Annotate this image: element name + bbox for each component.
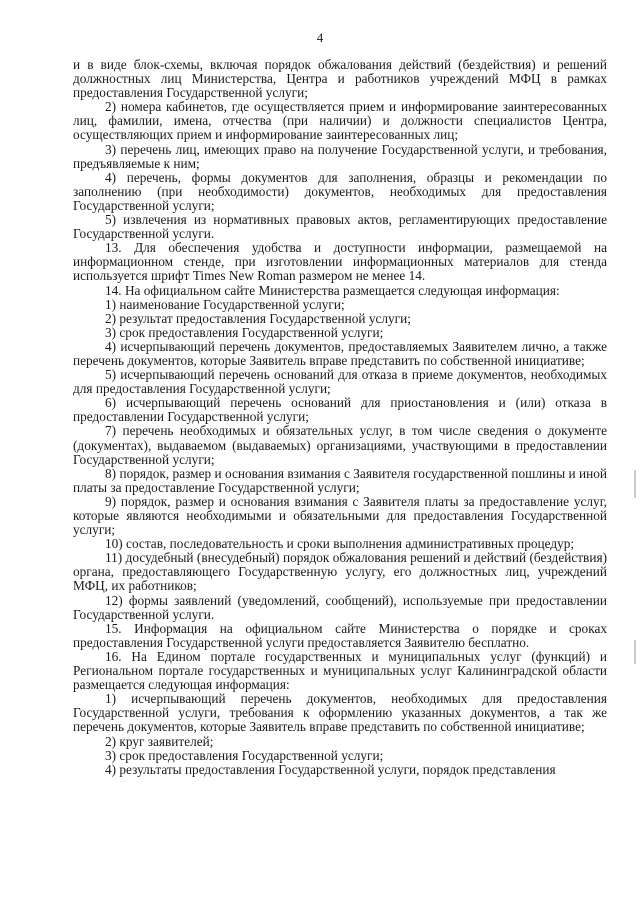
clause-14-item-1: 1) наименование Государственной услуги;: [105, 296, 345, 312]
list-item-2: 2) номера кабинетов, где осуществляется прием и информирование заинтересованных лиц, фамилии, имена, отчества (при наличии) и должности специалистов Центра, осуществляющих прием и информирование заинтересованных лиц;: [73, 99, 607, 143]
clause-14-item-12: 12) формы заявлений (уведомлений, сообщений), используемые при предоставлении Государственной услуги.: [73, 592, 607, 622]
paragraph-continuation: и в виде блок-схемы, включая порядок обжалования действий (бездействия) и решений должностных лиц Министерства, Центра и работников учреждений МФЦ в рамках предоставления Государственной услуги;: [73, 57, 607, 101]
clause-14-item-5: 5) исчерпывающий перечень оснований для отказа в приеме документов, необходимых для предоставления Государственной услуги;: [73, 367, 607, 397]
clause-13: 13. Для обеспечения удобства и доступности информации, размещаемой на информационном стенде, при изготовлении информационных материалов для стенда используется шрифт Times New Roman размером не менее 14.: [73, 240, 607, 284]
clause-14: 14. На официальном сайте Министерства размещается следующая информация:: [105, 282, 560, 298]
clause-16-item-4: 4) результаты предоставления Государственной услуги, порядок представления: [105, 761, 556, 777]
clause-16-item-3: 3) срок предоставления Государственной услуги;: [105, 747, 384, 763]
list-item-5: 5) извлечения из нормативных правовых актов, регламентирующих предоставление Государственной услуги.: [73, 212, 607, 242]
clause-16-item-2: 2) круг заявителей;: [105, 733, 214, 749]
clause-14-item-6: 6) исчерпывающий перечень оснований для приостановления и (или) отказа в предоставлении Государственной услуги;: [73, 395, 607, 425]
clause-14-item-7: 7) перечень необходимых и обязательных услуг, в том числе сведения о документе (документах), выдаваемом (выдаваемых) организациями, участвующими в предоставлении Государственной услуги;: [73, 423, 607, 467]
clause-14-item-2: 2) результат предоставления Государственной услуги;: [105, 310, 411, 326]
page-number: 4: [316, 30, 324, 45]
clause-14-item-10: 10) состав, последовательность и сроки выполнения административных процедур;: [105, 536, 575, 552]
list-item-3: 3) перечень лиц, имеющих право на получение Государственной услуги, и требования, предъявляемые к ним;: [73, 141, 607, 171]
clause-15: 15. Информация на официальном сайте Министерства о порядке и сроках предоставления Государственной услуги предоставляется Заявителю бесплатно.: [73, 620, 607, 650]
document-body: [73, 58, 607, 777]
clause-14-item-9: 9) порядок, размер и основания взимания с Заявителя платы за предоставление услуг, которые являются необходимыми и обязательными для предоставления Государственной услуги;: [73, 493, 607, 538]
scan-edge-mark: [634, 640, 636, 664]
clause-16-item-1: 1) исчерпывающий перечень документов, необходимых для предоставления Государственной услуги, требования к оформлению указанных документов, а так же перечень документов, которые Заявитель вправе представить по собственной инициативе;: [73, 691, 607, 735]
clause-14-item-3: 3) срок предоставления Государственной услуги;: [105, 324, 384, 340]
scan-edge-mark: [634, 470, 636, 498]
clause-14-item-8: 8) порядок, размер и основания взимания с Заявителя государственной пошлины и иной платы за предоставление Государственной услуги;: [73, 465, 607, 495]
clause-14-item-11: 11) досудебный (внесудебный) порядок обжалования решений и действий (бездействия) органа, предоставляющего Государственную услугу, его должностных лиц, учреждений МФЦ, их работников;: [73, 550, 607, 594]
clause-16: 16. На Едином портале государственных и муниципальных услуг (функций) и Региональном портале государственных и муниципальных услуг Калининградской области размещается следующая информация:: [73, 648, 607, 693]
list-item-4: 4) перечень, формы документов для заполнения, образцы и рекомендации по заполнению (при необходимости) документов, необходимых для предоставления Государственной услуги;: [73, 169, 607, 213]
clause-14-item-4: 4) исчерпывающий перечень документов, предоставляемых Заявителем лично, а также перечень документов, которые Заявитель вправе представить по собственной инициативе;: [73, 338, 607, 368]
